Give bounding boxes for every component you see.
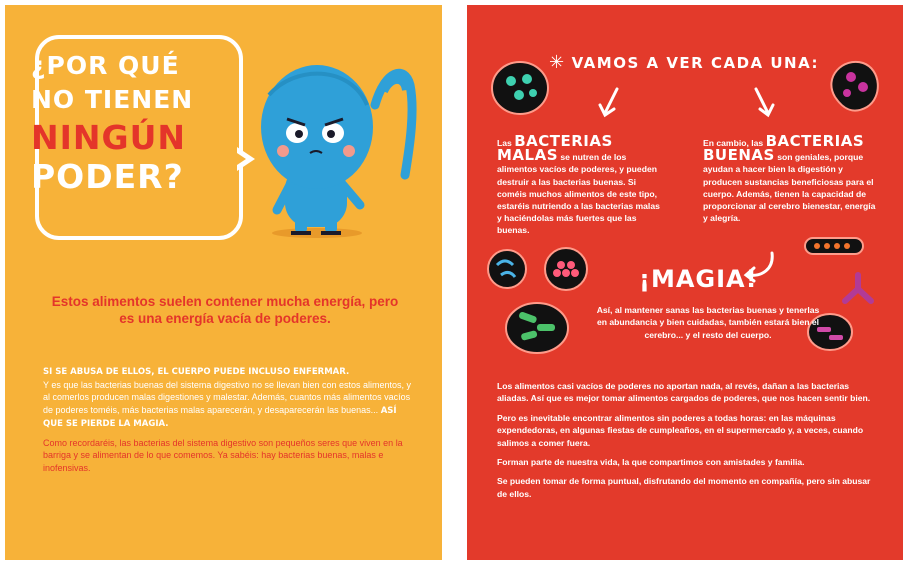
bacterias-buenas-title: BACTERIAS BUENAS bbox=[703, 132, 865, 165]
bacteria-cell-icon bbox=[503, 300, 571, 356]
bacteria-cell-icon bbox=[541, 245, 591, 293]
bacterias-malas-title: BACTERIAS MALAS bbox=[497, 132, 613, 165]
arrow-down-icon bbox=[597, 87, 623, 119]
right-body-text bbox=[497, 380, 877, 507]
vamos-heading: ✳ VAMOS A VER CADA UNA: bbox=[549, 52, 819, 73]
bubble-line-4: PODER? bbox=[31, 157, 184, 196]
bacterias-buenas-block: En cambio, las BACTERIAS BUENAS son geniales, porque ayudan a hacer bien la digestión y producen sustancias beneficiosas para el cuerpo. Además, tienen la capacidad de proporcionar al cerebro bienestar, energía y alegría. bbox=[703, 132, 876, 224]
bacteria-cell-icon bbox=[803, 235, 865, 257]
blue-mascot-illustration bbox=[255, 35, 430, 250]
spark-icon: ✳ bbox=[549, 52, 566, 73]
magia-heading: ¡MAGIA! bbox=[639, 265, 758, 293]
left-p1-tail: ASÍ QUE SE PIERDE LA MAGIA. bbox=[43, 405, 397, 429]
right-paragraph: Se pueden tomar de forma puntual, disfrutando del momento en compañía, pero sin abusar de ellos. bbox=[497, 476, 871, 499]
right-paragraph: Los alimentos casi vacíos de poderes no aportan nada, al revés, dañan a las bacterias aliadas. Así que es mejor tomar alimentos cargados de poderes, que nos hacen sentir bien. bbox=[497, 381, 871, 404]
bacterias-malas-block: Las BACTERIAS MALAS se nutren de los alimentos vacíos de poderes, y pueden destruir a las bacterias buenas. Si coméis muchos alimentos de este tipo, estaréis nutriendo a las bacterias malas y haciéndolas más fuertes que las buenas. bbox=[497, 132, 660, 236]
right-paragraph: Pero es inevitable encontrar alimentos sin poderes a todas horas: en las máquinas expendedoras, en algunas fiestas de cumpleaños, en el supermercado y, a veces, cuando salimos a comer fuera. bbox=[497, 412, 864, 448]
bubble-question bbox=[31, 51, 227, 196]
bubble-line-2: NO TIENEN bbox=[31, 85, 194, 114]
right-paragraph: Forman parte de nuestra vida, la que compartimos con amistades y familia. bbox=[497, 457, 805, 468]
right-page bbox=[467, 5, 903, 560]
left-page bbox=[5, 5, 442, 560]
left-p1-heading: SI SE ABUSA DE ELLOS, EL CUERPO PUEDE INCLUSO ENFERMAR. bbox=[43, 367, 350, 377]
arrow-down-icon bbox=[750, 87, 776, 119]
magia-text: Así, al mantener sanas las bacterias buenas y tenerlas en abundancia y bien cuidadas, también estará bien el cerebro... y el resto del cuerpo. bbox=[596, 305, 820, 340]
bacteria-cell-icon bbox=[823, 57, 883, 115]
bacteria-cell-icon bbox=[489, 57, 551, 119]
left-lead-text: Estos alimentos suelen contener mucha energía, pero es una energía vacía de poderes. bbox=[51, 294, 399, 326]
bacteria-cell-icon bbox=[839, 269, 877, 309]
left-p1-body: Y es que las bacterias buenas del sistema digestivo no se llevan bien con estos alimentos, y al comerlos producen malas digestiones y malestar. Además, cuantos más alimentos vacíos de poderes toméis, más bacterias malas aparecerán, y desaparecerán las buenas... bbox=[43, 379, 412, 415]
bubble-line-3: NINGÚN bbox=[31, 118, 187, 157]
left-body-text bbox=[43, 365, 415, 480]
bubble-line-1: ¿POR QUÉ bbox=[31, 51, 180, 80]
left-p2: Como recordaréis, las bacterias del sistema digestivo son pequeños seres que viven en la barriga y se alimentan de lo que comemos. Ya sabéis: hay bacterias buenas, malas e inofensivas. bbox=[43, 437, 403, 473]
bacteria-cell-icon bbox=[485, 247, 529, 291]
